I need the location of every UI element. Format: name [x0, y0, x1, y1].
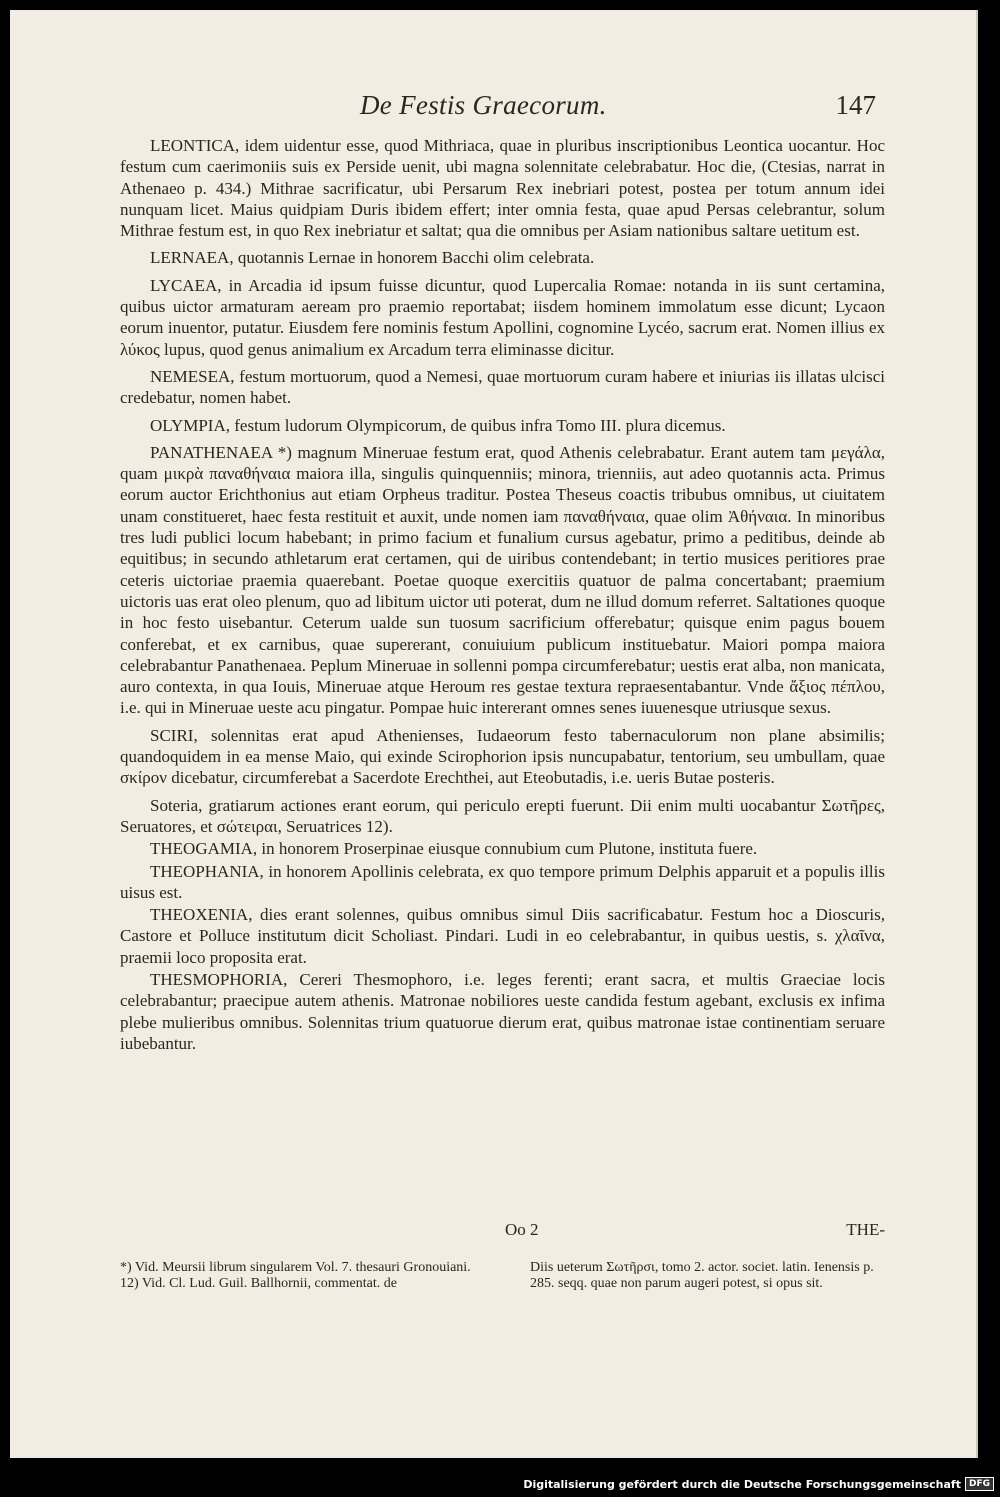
entry-theoxenia: THEOXENIA, dies erant solennes, quibus omnibus simul Diis sacrificabatur. Festum hoc a Dioscuris, Castore et Polluce institutum dicit Scholiast. Pindari. Ludi in eo celebrabantur, in quibus uestis, s. χλαῖνα, praemii loco proposita erat.	[120, 905, 885, 967]
entry-nemesea: NEMESEA, festum mortuorum, quod a Nemesi, quae mortuorum curam habere et iniurias iis illatas ulcisci credebatur, nomen habet.	[120, 366, 885, 408]
footnote: 12) Vid. Cl. Lud. Guil. Ballhornii, commentat. de	[120, 1276, 397, 1291]
catchline	[120, 1220, 885, 1244]
page-number: 147	[835, 90, 876, 120]
footnote: *) Vid. Meursii librum singularem Vol. 7. thesauri Gronouiani.	[120, 1260, 471, 1275]
entry-lernaea: LERNAEA, quotannis Lernae in honorem Bacchi olim celebrata.	[150, 248, 595, 268]
entry-thesmophoria: THESMOPHORIA, Cereri Thesmophoro, i.e. leges ferenti; erant sacra, et multis Graeciae locis celebrabantur; praecipue autem athenis. Matronae nobiliores ueste candida festum agebant, exclusis ex infima plebe mulieribus omnibus. Solennitas trium quatuorue dierum erat, quibus matronae istae continentiam seruare iubebantur.	[120, 969, 885, 1053]
dfg-logo-icon: DFG	[965, 1477, 994, 1491]
footnotes-right-column	[530, 1260, 900, 1292]
entry-soteria: Soteria, gratiarum actiones erant eorum, qui periculo erepti fuerunt. Dii enim multi uocabantur Σωτῆρες, Seruatores, et σώτειραι, Seruatrices 12).	[120, 795, 885, 836]
body-text	[120, 135, 885, 1055]
running-title: De Festis Graecorum.	[360, 90, 607, 120]
footnotes-left-column	[120, 1260, 490, 1292]
entry-theogamia: THEOGAMIA, in honorem Proserpinae eiusque connubium cum Plutone, instituta fuere.	[150, 839, 758, 859]
entry-olympia: OLYMPIA, festum ludorum Olympicorum, de quibus infra Tomo III. plura dicemus.	[150, 415, 726, 435]
digitization-credit	[523, 1477, 994, 1491]
entry-panathenaea: PANATHENAEA *) magnum Mineruae festum erat, quod Athenis celebrabatur. Erant autem tam μεγάλα, quam μικρὰ παναθήναια maiora illa, singulis quinquenniis; minora, trienniis, aut adeo quotannis acta. Primus eorum auctor Erichthonius aut etiam Orpheus traditur. Postea Theseus coactis tribubus omnibus, ut ciuitatem unam constitueret, haec festa restituit et auxit, unde nomen iam παναθήναια, quae olim Ἀθήναια. In minoribus tres ludi publici locum habebant; in primo facium et funalium cursus agebatur, primo a peditibus, deinde ab equitibus; in secundo athletarum erat certamen, qui de uiribus contendebant; in tertio musices peritiores prae ceteris uictoriae praemia quaerebant. Poetae quoque exercitiis quatuor de palma concertabant; praemium uictoris uas erat oleo plenum, quo ad libitum uictor uti poterat, dum ne illud domum referret. Saltationes quoque in hoc festo uisebantur. Ceterum ualde sun tuosum sacrificium offerebatur; quisque enim pagus bouem conferebat, et ex carnibus, quae supererant, conuiuium publicum instituebatur. Maiori pompa maiora celebrabantur Panathenaea. Peplum Mineruae in sollenni pompa circumferebatur; uestis erat alba, non manicata, auro contexta, in qua Iouis, Mineruae atque Heroum res gestae textura repraesentabantur. Vnde ἄξιος πέπλου, i.e. qui in Mineruae ueste acu pingatur. Pompae huic intererant omnes senes iuuenesque utriusque sexus.	[120, 442, 885, 718]
entry-lycaea: LYCAEA, in Arcadia id ipsum fuisse dicuntur, quod Lupercalia Romae: notanda in iis sunt certamina, quibus uictor armaturam aeream pro praemio reportabat; iisdem hominem immolatum esse dicunt; Lycaon eorum inuentor, putatur. Eiusdem fere nominis festum Apollini, cognomine Lycéo, sacrum erat. Nomen illius ex λύκος lupus, quod genus animalium ex Arcadum terra eliminasse dicitur.	[120, 275, 885, 359]
entry-leontica: LEONTICA, idem uidentur esse, quod Mithriaca, quae in pluribus inscriptionibus Leontica uocantur. Hoc festum cum caerimoniis suis ex Perside uenit, ubi magna solennitate celebrabatur. Hoc die, (Ctesias, narrat in Athenaeo p. 434.) Mithrae sacrificatur, ubi Persarum Rex inebriari potest, postea per totum annum idei nunquam licet. Maius quidpiam Duris ibidem effert; inter omnia festa, quae apud Persas celebrantur, solum Mithrae festum est, in quo Rex inebriatur et saltat; qua die omnibus per Asiam nationibus saltare uetitum est.	[120, 136, 885, 241]
entry-sciri: SCIRI, solennitas erat apud Athenienses, Iudaeorum festo tabernaculorum non plane absimilis; quandoquidem in ea mense Maio, qui exinde Scirophorion ipsis nuncupabatur, tentorium, seu umbullam, quae σκίρον dicebatur, circumferebat a Sacerdote Erechthei, aut Eteobutadis, i.e. ueris Butae posteris.	[120, 725, 885, 788]
running-head	[90, 90, 876, 130]
book-page	[10, 10, 978, 1458]
signature-mark: Oo 2	[505, 1220, 539, 1239]
catchword: THE-	[846, 1220, 885, 1239]
entry-theophania: THEOPHANIA, in honorem Apollinis celebrata, ex quo tempore primum Delphis apparuit et a populis illis uisus est.	[120, 861, 885, 902]
footnote-continuation: Diis ueterum Σωτῆρσι, tomo 2. actor. societ. latin. Ienensis p. 285. seqq. quae non parum augeri potest, si opus sit.	[530, 1260, 874, 1291]
credit-text: Digitalisierung gefördert durch die Deutsche Forschungsgemeinschaft	[523, 1477, 961, 1491]
